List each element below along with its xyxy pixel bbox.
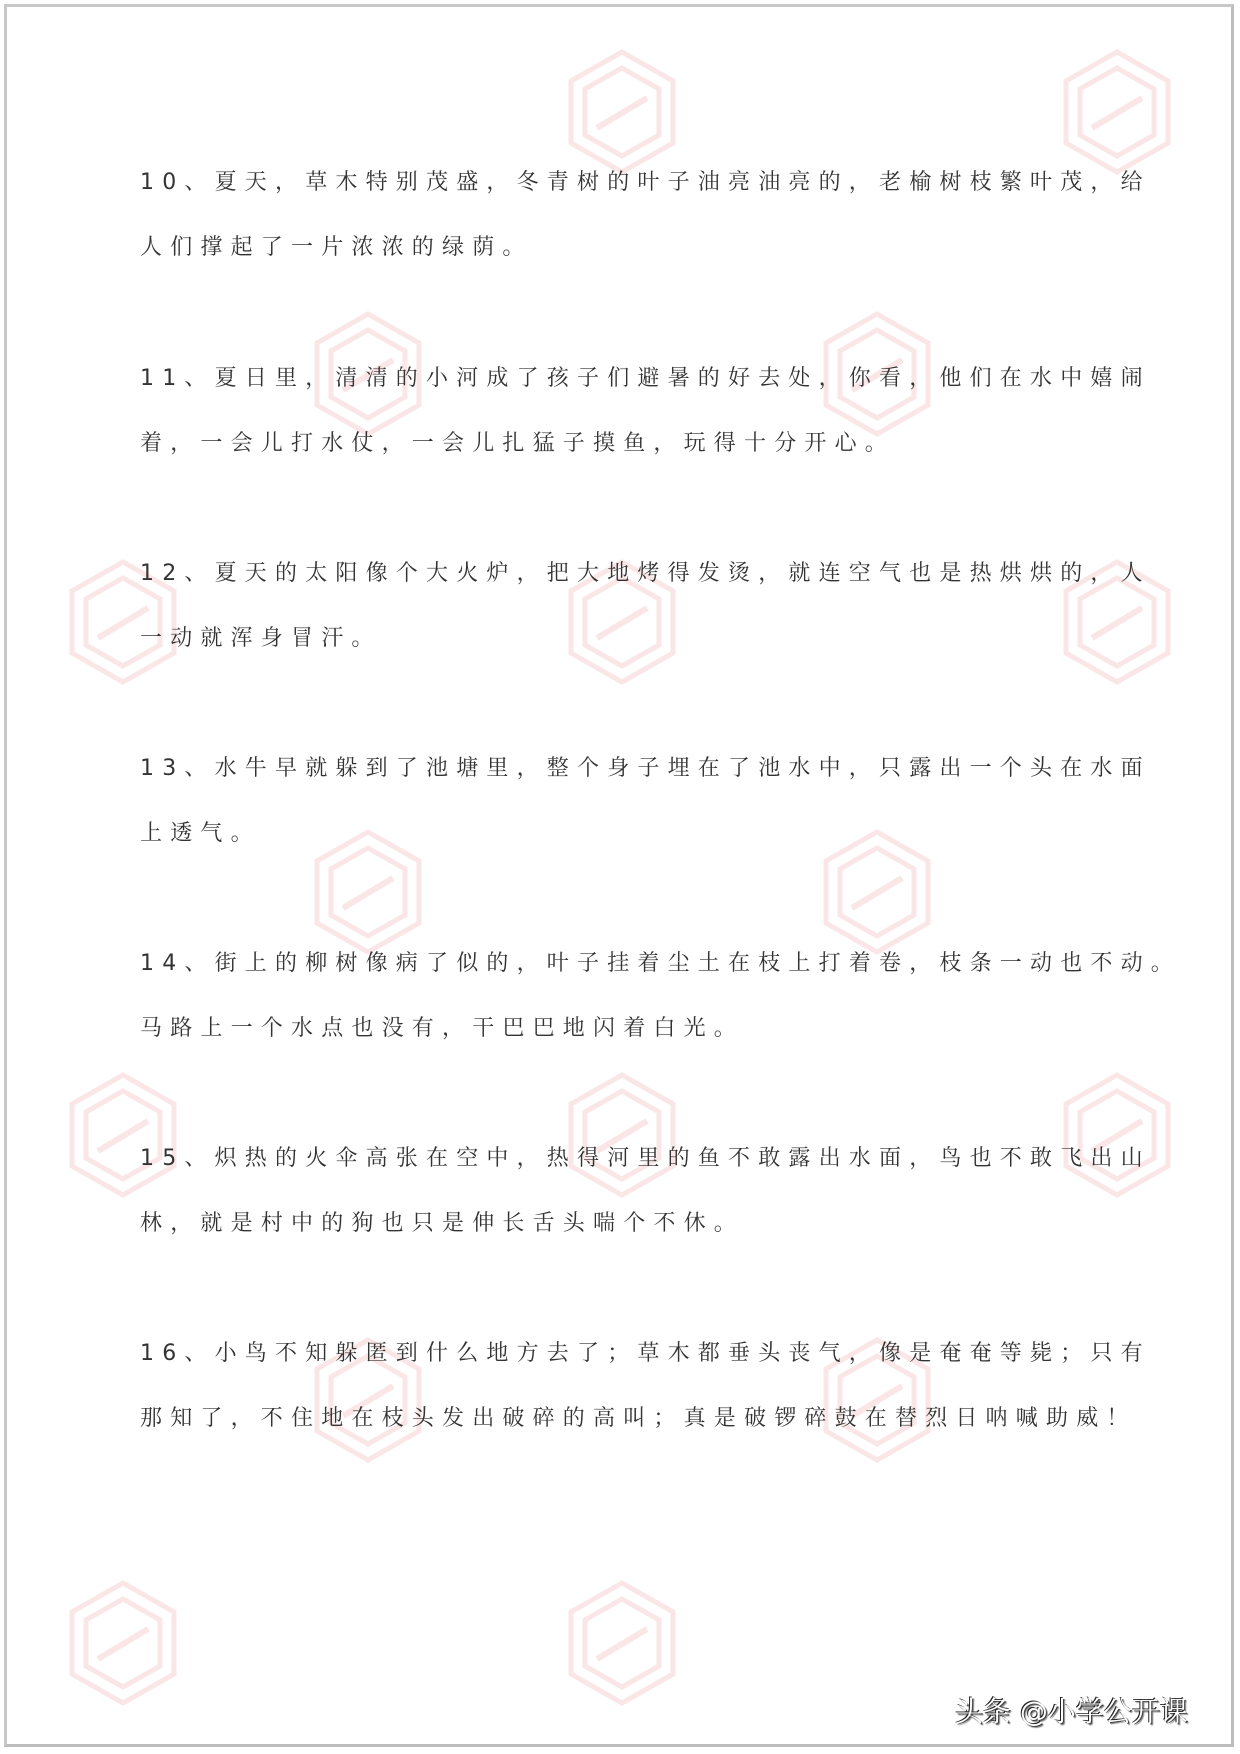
paragraph-line: 11、夏日里，清清的小河成了孩子们避暑的好去处，你看，他们在水中嬉闹: [140, 366, 1151, 391]
paragraph-line: 那知了，不住地在枝头发出破碎的高叫；真是破锣碎鼓在替烈日呐喊助威！: [140, 1406, 1137, 1431]
watermark-logo-icon: [567, 1579, 677, 1707]
paragraph-line: 着，一会儿打水仗，一会儿扎猛子摸鱼，玩得十分开心。: [140, 431, 896, 456]
paragraph-line: 上透气。: [140, 821, 261, 846]
paragraph-10: [140, 168, 1151, 298]
paragraph-line: 林，就是村中的狗也只是伸长舌头喘个不休。: [140, 1211, 745, 1236]
paragraph-line: 12、夏天的太阳像个大火炉，把大地烤得发烫，就连空气也是热烘烘的，人: [140, 561, 1151, 586]
author-signature: 头条 @小学公开课: [955, 1695, 1188, 1728]
paragraph-line: 16、小鸟不知躲匿到什么地方去了；草木都垂头丧气，像是奄奄等毙；只有: [140, 1341, 1151, 1366]
watermark-logo-icon: [1062, 48, 1172, 176]
paragraph-line: 一动就浑身冒汗。: [140, 626, 382, 651]
paragraph-12: [140, 559, 1151, 689]
paragraph-line: 13、水牛早就躲到了池塘里，整个身子埋在了池水中，只露出一个头在水面: [140, 756, 1151, 781]
paragraph-line: 10、夏天，草木特别茂盛，冬青树的叶子油亮油亮的，老榆树枝繁叶茂，给: [140, 170, 1151, 195]
paragraph-11: [140, 364, 1151, 494]
paragraph-15: [140, 1144, 1151, 1274]
paragraph-line: 14、街上的柳树像病了似的，叶子挂着尘土在枝上打着卷，枝条一动也不动。: [140, 951, 1181, 976]
paragraph-line: 马路上一个水点也没有，干巴巴地闪着白光。: [140, 1016, 745, 1041]
paragraph-line: 人们撑起了一片浓浓的绿荫。: [140, 235, 533, 260]
watermark-logo-icon: [567, 48, 677, 176]
paragraph-16: [140, 1339, 1151, 1469]
paragraph-line: 15、炽热的火伞高张在空中，热得河里的鱼不敢露出水面，鸟也不敢飞出山: [140, 1146, 1151, 1171]
paragraph-13: [140, 754, 1151, 884]
paragraph-14: [140, 949, 1181, 1079]
watermark-logo-icon: [68, 1579, 178, 1707]
